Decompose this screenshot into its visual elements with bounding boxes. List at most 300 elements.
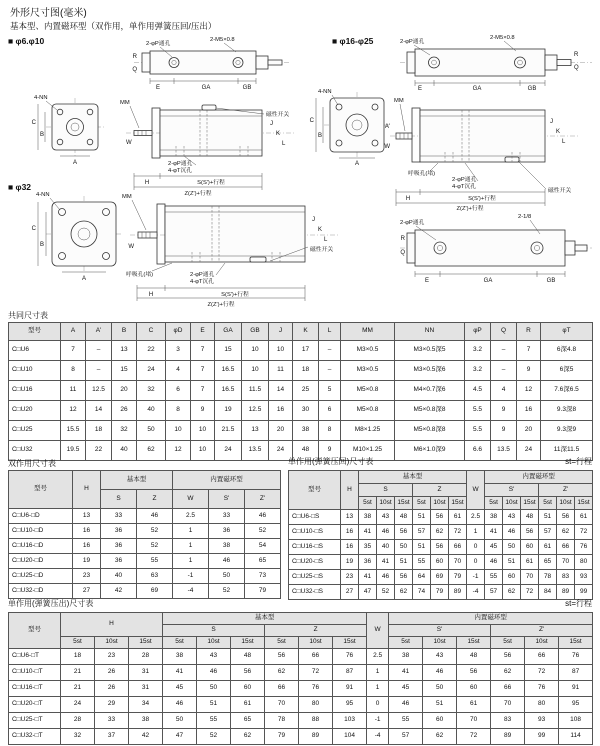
column-header: 型号	[289, 471, 341, 510]
value-cell: 11深11.5	[541, 441, 593, 461]
value-cell: 70	[557, 555, 575, 570]
value-cell: 19	[341, 555, 359, 570]
value-cell: 33	[101, 509, 137, 524]
value-cell: 66	[299, 649, 333, 665]
value-cell: 48	[293, 441, 319, 461]
dim-q: Q	[400, 250, 405, 256]
value-cell: 72	[457, 729, 491, 745]
model-cell: C□U16-□S	[289, 540, 341, 555]
value-cell: 15	[112, 361, 137, 381]
value-cell: 65	[539, 555, 557, 570]
column-header: 5st	[485, 497, 503, 510]
label-port-thread: 2-M5×0.8	[210, 37, 235, 43]
value-cell: M10×1.25	[341, 441, 395, 461]
value-cell: 13.5	[491, 441, 517, 461]
value-cell: -1	[173, 569, 209, 584]
value-cell: M5×0.8深8	[395, 401, 465, 421]
value-cell: 41	[377, 555, 395, 570]
value-cell: 61	[521, 555, 539, 570]
table-row	[9, 524, 281, 539]
value-cell: 56	[557, 510, 575, 525]
value-cell: 38	[163, 649, 197, 665]
dim-b: B	[39, 242, 44, 248]
column-header: 15st	[333, 637, 367, 649]
dim-e: E	[417, 86, 423, 92]
table-row	[289, 510, 593, 525]
value-cell: 76	[299, 681, 333, 697]
dim-k: K	[556, 129, 561, 135]
value-cell: 48	[521, 510, 539, 525]
value-cell: 51	[539, 510, 557, 525]
value-cell: 55	[485, 570, 503, 585]
value-cell: 7.6深6.5	[541, 381, 593, 401]
column-header: S'	[389, 625, 491, 637]
stroke-note: st=行程	[565, 457, 592, 466]
value-cell: 62	[491, 665, 525, 681]
value-cell: -1	[467, 570, 485, 585]
section-label-bore32: ■ φ32	[8, 182, 32, 192]
column-header: 基本型	[101, 471, 173, 490]
value-cell: 16	[341, 540, 359, 555]
value-cell: 7	[191, 381, 215, 401]
value-cell: 36	[101, 539, 137, 554]
common-dimensions-table	[8, 322, 592, 461]
view-6-10-side	[120, 100, 296, 197]
value-cell: 69	[431, 570, 449, 585]
label-through-holes: 2-φP通孔	[400, 220, 425, 226]
value-cell: 24	[137, 361, 166, 381]
model-cell: C□U10	[9, 361, 61, 381]
value-cell: 61	[457, 697, 491, 713]
value-cell: 65	[231, 713, 265, 729]
value-cell: 34	[129, 697, 163, 713]
value-cell: 91	[559, 681, 593, 697]
model-cell: C□U6-□T	[9, 649, 61, 665]
label-counterbore: 4-φT沉孔	[452, 184, 477, 190]
value-cell: 80	[299, 697, 333, 713]
label-rod-thread: MM	[122, 194, 132, 200]
value-cell: 46	[423, 665, 457, 681]
table-row	[289, 525, 593, 540]
value-cell: 33	[95, 713, 129, 729]
value-cell: 60	[431, 555, 449, 570]
dim-s-stroke: S(S')+行程	[468, 196, 496, 202]
value-cell: 0	[467, 540, 485, 555]
column-header: 型号	[9, 323, 61, 341]
value-cell: 46	[377, 570, 395, 585]
table-row	[9, 584, 281, 599]
value-cell: 7	[191, 341, 215, 361]
dim-z-stroke: Z(Z')+行程	[207, 302, 235, 308]
model-cell: C□U32-□D	[9, 584, 73, 599]
value-cell: 72	[521, 585, 539, 600]
column-header: 10st	[95, 637, 129, 649]
value-cell: 55	[197, 713, 231, 729]
value-cell: 41	[359, 525, 377, 540]
dim-gb: GB	[527, 86, 537, 92]
value-cell: 27	[73, 584, 101, 599]
dim-q: Q	[574, 65, 579, 71]
column-header: J	[269, 323, 293, 341]
value-cell: 52	[137, 524, 173, 539]
value-cell: 43	[423, 649, 457, 665]
column-header: 10st	[423, 637, 457, 649]
value-cell: 62	[231, 729, 265, 745]
value-cell: 48	[395, 510, 413, 525]
value-cell: M6×1.0深9	[395, 441, 465, 461]
dim-r: R	[574, 52, 579, 58]
value-cell: 18	[86, 421, 112, 441]
value-cell: 50	[209, 569, 245, 584]
value-cell: M5×0.8深8	[395, 421, 465, 441]
table-row	[9, 421, 593, 441]
dim-ga: GA	[472, 86, 482, 92]
value-cell: 46	[503, 525, 521, 540]
value-cell: 40	[137, 401, 166, 421]
value-cell: 57	[485, 585, 503, 600]
column-header: H	[73, 471, 101, 509]
value-cell: 51	[503, 555, 521, 570]
value-cell: 9.3深9	[541, 421, 593, 441]
value-cell: –	[86, 341, 112, 361]
value-cell: 5.5	[465, 421, 491, 441]
table-row	[9, 554, 281, 569]
value-cell: 5.5	[465, 401, 491, 421]
value-cell: 36	[359, 555, 377, 570]
value-cell: 62	[557, 525, 575, 540]
table-row	[9, 713, 593, 729]
value-cell: 38	[293, 421, 319, 441]
double-acting-table-title: 双作用尺寸表	[8, 459, 56, 468]
value-cell: 72	[525, 665, 559, 681]
model-cell: C□U20-□S	[289, 555, 341, 570]
label-breather-plug: 呼吸孔(堵)	[126, 272, 154, 278]
column-header: 10st	[525, 637, 559, 649]
value-cell: 62	[265, 665, 299, 681]
column-header: Z'	[491, 625, 593, 637]
value-cell: 99	[575, 585, 593, 600]
model-cell: C□U32-□T	[9, 729, 61, 745]
column-header: Z'	[539, 484, 593, 497]
value-cell: 70	[457, 713, 491, 729]
value-cell: 78	[265, 713, 299, 729]
table-row	[9, 341, 593, 361]
value-cell: -4	[173, 584, 209, 599]
value-cell: 79	[449, 570, 467, 585]
label-mounting-thread: 4-NN	[318, 89, 332, 95]
value-cell: 66	[557, 540, 575, 555]
view-32-plan	[400, 214, 592, 284]
column-header: S	[101, 490, 137, 509]
value-cell: 48	[231, 649, 265, 665]
value-cell: M3×0.5深6	[395, 361, 465, 381]
value-cell: 9	[517, 361, 541, 381]
column-header: S'	[485, 484, 539, 497]
value-cell: 37	[95, 729, 129, 745]
value-cell: 60	[231, 681, 265, 697]
value-cell: 52	[377, 585, 395, 600]
value-cell: 89	[557, 585, 575, 600]
value-cell: 38	[485, 510, 503, 525]
value-cell: 93	[525, 713, 559, 729]
column-header: A	[61, 323, 86, 341]
value-cell: 45	[389, 681, 423, 697]
value-cell: 56	[231, 665, 265, 681]
value-cell: 43	[503, 510, 521, 525]
value-cell: 32	[137, 381, 166, 401]
value-cell: 46	[245, 509, 281, 524]
value-cell: 12	[166, 441, 191, 461]
value-cell: 47	[359, 585, 377, 600]
value-cell: -4	[367, 729, 389, 745]
dim-a: A	[354, 161, 360, 167]
value-cell: 15.5	[61, 421, 86, 441]
value-cell: 7	[517, 341, 541, 361]
value-cell: -4	[467, 585, 485, 600]
dim-j: J	[270, 121, 273, 127]
value-cell: 61	[231, 697, 265, 713]
value-cell: 60	[503, 570, 521, 585]
value-cell: 46	[389, 697, 423, 713]
value-cell: 14	[269, 381, 293, 401]
label-counterbore: 4-φT沉孔	[190, 279, 215, 285]
value-cell: 114	[559, 729, 593, 745]
column-header: 5st	[61, 637, 95, 649]
value-cell: 70	[491, 697, 525, 713]
value-cell: 50	[503, 540, 521, 555]
value-cell: 70	[521, 570, 539, 585]
value-cell: 38	[129, 713, 163, 729]
column-header: φT	[541, 323, 593, 341]
value-cell: 51	[395, 555, 413, 570]
column-header: Q	[491, 323, 517, 341]
value-cell: 41	[389, 665, 423, 681]
value-cell: 41	[163, 665, 197, 681]
value-cell: 62	[423, 729, 457, 745]
value-cell: 72	[449, 525, 467, 540]
column-header: S	[359, 484, 413, 497]
dim-l: L	[562, 139, 566, 145]
dim-h: H	[405, 196, 411, 202]
column-header: 15st	[449, 497, 467, 510]
value-cell: 1	[173, 524, 209, 539]
value-cell: 76	[333, 649, 367, 665]
value-cell: 28	[61, 713, 95, 729]
value-cell: 88	[299, 713, 333, 729]
value-cell: –	[86, 361, 112, 381]
value-cell: 9	[491, 421, 517, 441]
table-row	[9, 361, 593, 381]
dim-b: B	[39, 132, 44, 138]
value-cell: 4	[491, 381, 517, 401]
value-cell: 51	[197, 697, 231, 713]
column-header: GA	[215, 323, 242, 341]
value-cell: 83	[557, 570, 575, 585]
dim-a-prime: A'	[384, 124, 390, 130]
value-cell: 46	[137, 509, 173, 524]
value-cell: 89	[299, 729, 333, 745]
value-cell: 55	[389, 713, 423, 729]
value-cell: 61	[449, 510, 467, 525]
value-cell: 6	[319, 401, 341, 421]
dim-e: E	[155, 85, 161, 91]
value-cell: 52	[209, 584, 245, 599]
model-cell: C□U6	[9, 341, 61, 361]
value-cell: 47	[163, 729, 197, 745]
value-cell: 56	[431, 510, 449, 525]
page-title: 外形尺寸图(毫米)	[10, 8, 87, 19]
dim-gb: GB	[242, 85, 252, 91]
section-label-bore6-10: ■ φ6.φ10	[8, 36, 45, 46]
value-cell: 36	[101, 524, 137, 539]
label-through-holes: 2-φP通孔	[452, 177, 477, 183]
value-cell: 70	[265, 697, 299, 713]
column-header: 15st	[129, 637, 163, 649]
value-cell: 25	[293, 381, 319, 401]
column-header: B	[112, 323, 137, 341]
column-header: E	[191, 323, 215, 341]
value-cell: 22	[137, 341, 166, 361]
value-cell: 46	[197, 665, 231, 681]
value-cell: 8	[319, 421, 341, 441]
label-breather-plug: 呼吸孔(堵)	[408, 171, 436, 177]
dim-a: A	[72, 160, 78, 166]
value-cell: M3×0.5	[341, 341, 395, 361]
column-header: K	[293, 323, 319, 341]
value-cell: 48	[457, 649, 491, 665]
dim-s-stroke: S(S')+行程	[221, 292, 249, 298]
value-cell: 4.5	[465, 381, 491, 401]
value-cell: 2.5	[367, 649, 389, 665]
value-cell: 80	[575, 555, 593, 570]
stroke-note: st=行程	[565, 599, 592, 608]
value-cell: 10	[166, 421, 191, 441]
value-cell: 13	[73, 509, 101, 524]
value-cell: 6.6	[465, 441, 491, 461]
column-header: 10st	[377, 497, 395, 510]
value-cell: 99	[525, 729, 559, 745]
value-cell: 23	[73, 569, 101, 584]
value-cell: 40	[101, 569, 137, 584]
model-cell: C□U25-□T	[9, 713, 61, 729]
value-cell: M3×0.5	[341, 361, 395, 381]
view-16-25-side	[384, 98, 580, 212]
value-cell: 56	[395, 525, 413, 540]
column-header: 10st	[503, 497, 521, 510]
column-header: H	[61, 613, 163, 637]
label-through-holes: 2-φP通孔	[146, 41, 171, 47]
value-cell: 19	[73, 554, 101, 569]
value-cell: 93	[575, 570, 593, 585]
column-header: Z	[413, 484, 467, 497]
value-cell: 1	[367, 665, 389, 681]
value-cell: 3.2	[465, 341, 491, 361]
value-cell: 45	[163, 681, 197, 697]
column-header: 5st	[539, 497, 557, 510]
value-cell: 10	[242, 341, 269, 361]
model-cell: C□U10-□S	[289, 525, 341, 540]
value-cell: 21	[61, 681, 95, 697]
value-cell: 56	[395, 570, 413, 585]
value-cell: 80	[525, 697, 559, 713]
value-cell: 40	[377, 540, 395, 555]
value-cell: 16	[269, 401, 293, 421]
value-cell: 19.5	[61, 441, 86, 461]
value-cell: M4×0.7深6	[395, 381, 465, 401]
section-label-bore16-25: ■ φ16-φ25	[332, 36, 374, 46]
column-header: L	[319, 323, 341, 341]
dim-w: W	[126, 140, 132, 146]
value-cell: 76	[525, 681, 559, 697]
dim-w: W	[384, 144, 390, 150]
value-cell: 87	[333, 665, 367, 681]
value-cell: 63	[137, 569, 173, 584]
value-cell: 14	[86, 401, 112, 421]
value-cell: 79	[245, 584, 281, 599]
value-cell: 20	[517, 421, 541, 441]
value-cell: 46	[485, 555, 503, 570]
value-cell: 13	[242, 421, 269, 441]
value-cell: –	[491, 341, 517, 361]
value-cell: 72	[575, 525, 593, 540]
view-16-25-plan	[400, 35, 592, 92]
value-cell: 42	[129, 729, 163, 745]
dim-gb: GB	[546, 278, 556, 284]
label-magnetic-switch: 磁性开关	[548, 188, 572, 194]
model-cell: C□U25-□S	[289, 570, 341, 585]
label-through-holes: 2-φP通孔	[168, 161, 193, 167]
value-cell: 65	[245, 554, 281, 569]
value-cell: 62	[395, 585, 413, 600]
value-cell: 17	[293, 341, 319, 361]
value-cell: 40	[112, 441, 137, 461]
value-cell: 62	[431, 525, 449, 540]
table-row	[9, 649, 593, 665]
view-6-10-front	[32, 95, 104, 166]
value-cell: 56	[457, 665, 491, 681]
column-header: C	[137, 323, 166, 341]
value-cell: 9	[191, 401, 215, 421]
column-header: 基本型	[163, 613, 367, 625]
value-cell: 9.3深8	[541, 401, 593, 421]
column-header: 型号	[9, 613, 61, 649]
dim-r: R	[132, 54, 137, 60]
dim-e: E	[424, 278, 430, 284]
value-cell: 16	[517, 401, 541, 421]
label-rod-thread: MM	[120, 100, 130, 106]
dim-c: C	[309, 118, 314, 124]
value-cell: 6深4.8	[541, 341, 593, 361]
value-cell: 26	[95, 665, 129, 681]
value-cell: 78	[539, 570, 557, 585]
value-cell: 12	[517, 381, 541, 401]
value-cell: 57	[389, 729, 423, 745]
dim-w: W	[128, 244, 134, 250]
value-cell: 31	[129, 681, 163, 697]
value-cell: 13	[341, 510, 359, 525]
table-row	[9, 697, 593, 713]
label-magnetic-switch: 磁性开关	[310, 247, 334, 253]
value-cell: 38	[209, 539, 245, 554]
single-return-table	[288, 470, 592, 600]
value-cell: 46	[209, 554, 245, 569]
column-header: 5st	[491, 637, 525, 649]
value-cell: 18	[61, 649, 95, 665]
common-table-title: 共同尺寸表	[8, 311, 48, 320]
value-cell: 22	[86, 441, 112, 461]
value-cell: 41	[485, 525, 503, 540]
value-cell: 43	[377, 510, 395, 525]
